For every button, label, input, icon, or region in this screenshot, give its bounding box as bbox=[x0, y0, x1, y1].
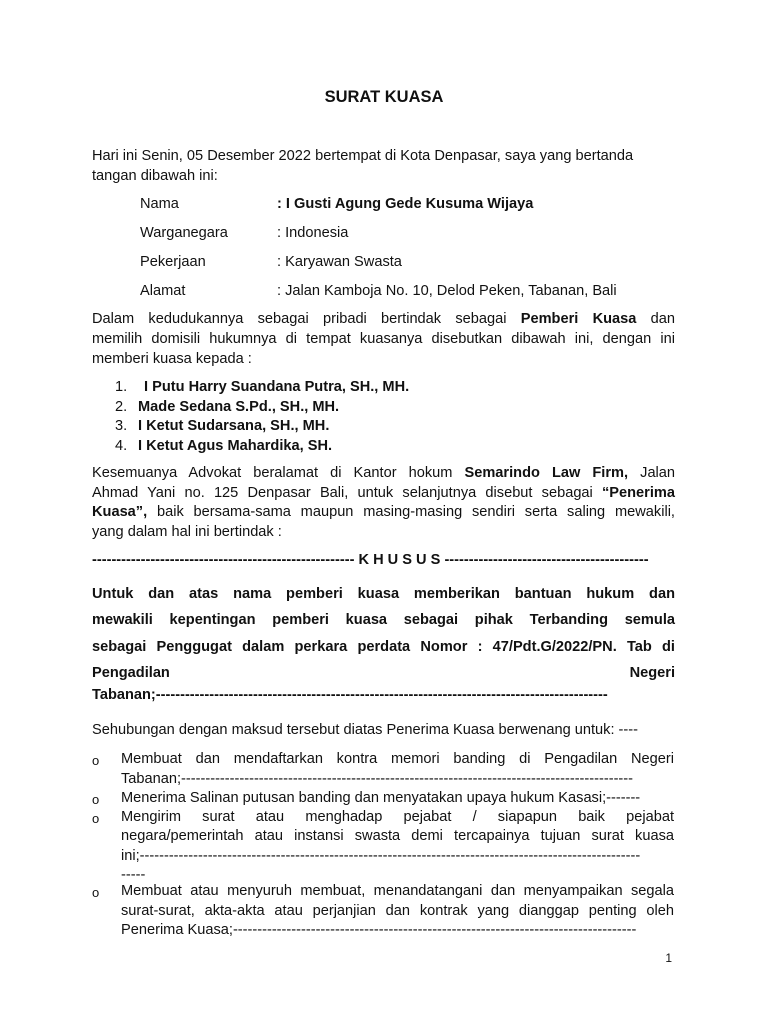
text-span: Ahmad Yani no. 125 Denpasar Bali, untuk selanjutnya disebut sebagai bbox=[92, 485, 593, 501]
list-number: 3. bbox=[115, 418, 128, 434]
page-number: 1 bbox=[665, 951, 672, 965]
khusus-divider: ------------------------------------------------------ K H U S U S ------------------------------------------ bbox=[92, 552, 649, 568]
attorney-name: I Putu Harry Suandana Putra, SH., MH. bbox=[144, 379, 410, 395]
grantor-label: Pekerjaan bbox=[140, 254, 206, 270]
bullet-icon: o bbox=[92, 792, 100, 807]
special-line-1: Untuk dan atas nama pemberi kuasa memberikan bantuan hukum dan bbox=[92, 586, 675, 602]
firm-line-1 bbox=[92, 465, 675, 481]
grantor-value: : Jalan Kamboja No. 10, Delod Peken, Tabanan, Bali bbox=[277, 283, 617, 299]
list-item-line: surat-surat, akta-akta atau perjanjian dan kontrak yang dianggap penting oleh bbox=[121, 903, 674, 919]
bullet-icon: o bbox=[92, 753, 100, 768]
grantor-label: Alamat bbox=[140, 283, 186, 299]
list-item-line: Mengirim surat atau menghadap pejabat / siapapun baik pejabat bbox=[121, 809, 674, 825]
text-span: Dalam kedudukannya sebagai pribadi bertindak sebagai bbox=[92, 311, 507, 327]
firm-line-3 bbox=[92, 504, 675, 520]
grantor-role: Pemberi Kuasa bbox=[520, 311, 637, 327]
intro-line-2: tangan dibawah ini: bbox=[92, 168, 218, 184]
grantor-label: Warganegara bbox=[140, 225, 228, 241]
text-span: dan bbox=[650, 311, 676, 327]
grantor-label: Nama bbox=[140, 196, 179, 212]
list-number: 4. bbox=[115, 438, 128, 454]
grantor-value: : Karyawan Swasta bbox=[277, 254, 402, 270]
list-number: 1. bbox=[115, 379, 128, 395]
text-span: Kesemuanya Advokat beralamat di Kantor hokum bbox=[92, 465, 453, 481]
document-title: SURAT KUASA bbox=[324, 88, 444, 106]
bullet-icon: o bbox=[92, 811, 100, 826]
list-item-line: negara/pemerintah atau instansi swasta demi tercapainya tujuan surat kuasa bbox=[121, 828, 674, 844]
intro-line-1: Hari ini Senin, 05 Desember 2022 bertempat di Kota Denpasar, saya yang bertanda bbox=[92, 148, 634, 164]
attorney-name: I Ketut Agus Mahardika, SH. bbox=[138, 438, 333, 454]
list-number: 2. bbox=[115, 399, 128, 415]
grantor-value: : Indonesia bbox=[277, 225, 349, 241]
list-item-line: ----- bbox=[121, 867, 146, 883]
list-item-line: ini;------------------------------------------------------------------------------------------------------- bbox=[121, 848, 641, 864]
grantor-value: : I Gusti Agung Gede Kusuma Wijaya bbox=[277, 196, 534, 212]
firm-line-2 bbox=[92, 485, 675, 501]
list-item-line: Tabanan;--------------------------------------------------------------------------------------------- bbox=[121, 771, 634, 787]
list-item-line: Membuat dan mendaftarkan kontra memori banding di Pengadilan Negeri bbox=[121, 751, 674, 767]
special-line-2: mewakili kepentingan pemberi kuasa sebagai pihak Terbanding semula bbox=[92, 612, 675, 628]
attorney-name: Made Sedana S.Pd., SH., MH. bbox=[138, 399, 340, 415]
attorney-role: “Penerima bbox=[601, 485, 675, 501]
list-item-line: Menerima Salinan putusan banding dan menyatakan upaya hukum Kasasi;------- bbox=[121, 790, 641, 806]
position-line-3: memberi kuasa kepada : bbox=[92, 351, 252, 367]
firm-name: Semarindo Law Firm, bbox=[464, 465, 629, 481]
text-span: Jalan bbox=[640, 465, 676, 481]
position-line-2: memilih domisili hukumnya di tempat kuasanya disebutkan dibawah ini, dengan ini bbox=[92, 331, 675, 347]
firm-line-4: yang dalam hal ini bertindak : bbox=[92, 524, 282, 540]
attorney-name: I Ketut Sudarsana, SH., MH. bbox=[138, 418, 330, 434]
special-line-5: Tabanan;--------------------------------------------------------------------------------------------- bbox=[92, 687, 608, 703]
position-line-1 bbox=[92, 311, 675, 327]
special-line-4: Pengadilan Negeri bbox=[92, 665, 675, 681]
list-item-line: Membuat atau menyuruh membuat, menandatangani dan menyampaikan segala bbox=[121, 883, 674, 899]
list-item-line: Penerima Kuasa;----------------------------------------------------------------------------------- bbox=[121, 922, 637, 938]
special-line-3: sebagai Penggugat dalam perkara perdata Nomor : 47/Pdt.G/2022/PN. Tab di bbox=[92, 639, 675, 655]
bullet-icon: o bbox=[92, 885, 100, 900]
attorney-role: Kuasa”, bbox=[92, 504, 148, 520]
text-span: baik bersama-sama maupun masing-masing sendiri serta saling mewakili, bbox=[156, 504, 675, 520]
authority-intro: Sehubungan dengan maksud tersebut diatas Penerima Kuasa berwenang untuk: ---- bbox=[92, 722, 638, 738]
